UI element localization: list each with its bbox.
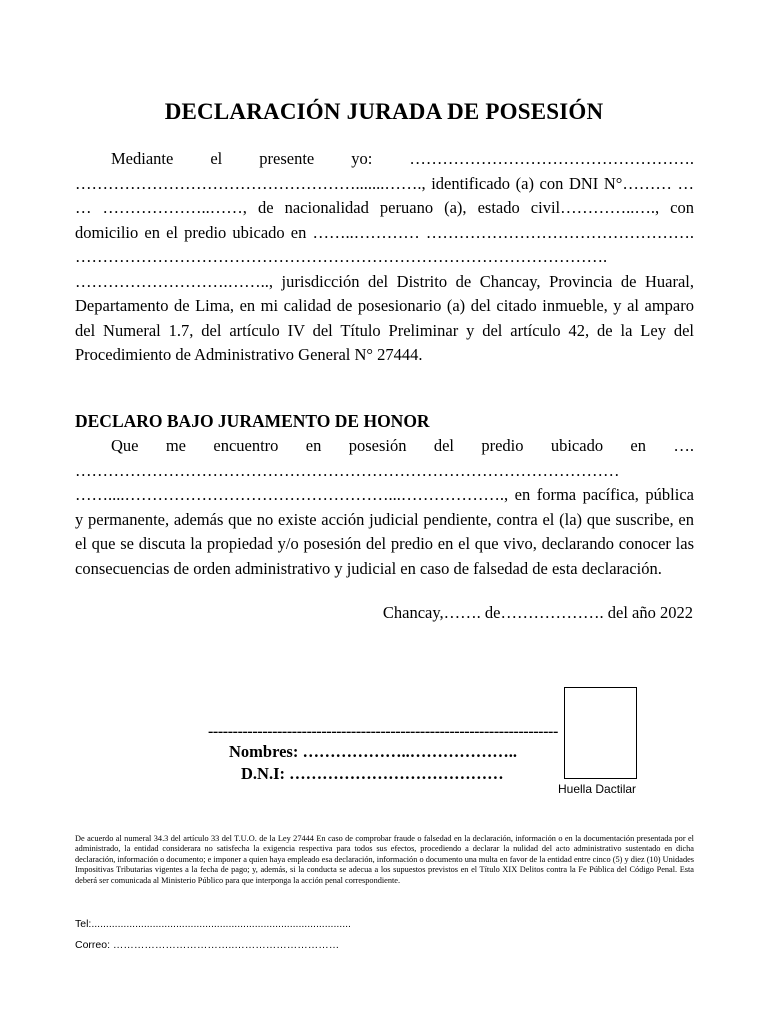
- tel-line: Tel:.........................................................................................: [75, 918, 351, 930]
- fingerprint-label: Huella Dactilar: [558, 782, 637, 796]
- names-line: Nombres: ………………..………………..: [229, 742, 517, 761]
- declaro-heading: DECLARO BAJO JURAMENTO DE HONOR: [75, 411, 430, 431]
- document-title: DECLARACIÓN JURADA DE POSESIÓN: [164, 99, 604, 124]
- dni-line: D.N.I: …………………………………: [241, 764, 504, 783]
- legal-note: De acuerdo al numeral 34.3 del artículo 33 del T.U.O. de la Ley 27444 En caso de comprobar fraude o falsedad en la declaración, información o en la documentación presentada por el administrado, la entidad considerara no satisfecha la exigencia respectiva para todos sus efectos, procediendo a declarar la nulidad del acto administrativo sustentado en dicha declaración, información o documento; e imponer a quien haya empleado esa declaración, información o documento una multa en favor de la entidad entre cinco (5) y diez (10) Unidades Impositivas Tributarias vigentes a la fecha de pago; y, además, si la conducta se adecua a los supuestos previstos en el Título XIX Delitos contra la Fe Pública del Código Penal. Esta deberá ser comunicada al Ministerio Público para que interponga la acción penal correspondiente.: [75, 834, 694, 885]
- signature-line: -----------------------------------------------------------------------: [208, 723, 558, 740]
- declaration-paragraph: Que me encuentro en posesión del predio ubicado en …. ……………………………………………………………………………………… ……....…………………………………………...………………., en forma pacífica, pública y permanente, además que no existe acción judicial pendiente, contra el (la) que suscribe, en el que se discuta la propiedad y/o posesión del predio en el que vivo, declarando conocer las consecuencias de orden administrativo y judicial en caso de falsedad de esta declaración.: [75, 436, 694, 578]
- correo-line: Correo: ……………………………..…………………………: [75, 939, 340, 951]
- declarant-paragraph: Mediante el presente yo: ……………………………………………. …………………………………………….......……., identificado (a) con DNI N°……… … … ………………..……, de nacionalidad peruano (a), estado civil…………..…., con domicilio en el predio ubicado en ……..………… …………………………………………. ……………………………………………………………………………………. ……………………….…….., jurisdicción del Distrito de Chancay, Provincia de Huaral, Departamento de Lima, en mi calidad de posesionario (a) del citado inmueble, y al amparo del Numeral 1.7, del artículo IV del Título Preliminar y del artículo 42, de la Ley del Procedimiento de Administrativo General N° 27444.: [75, 149, 694, 364]
- date-line: Chancay,……. de………………. del año 2022: [382, 603, 693, 622]
- fingerprint-box: [564, 687, 637, 779]
